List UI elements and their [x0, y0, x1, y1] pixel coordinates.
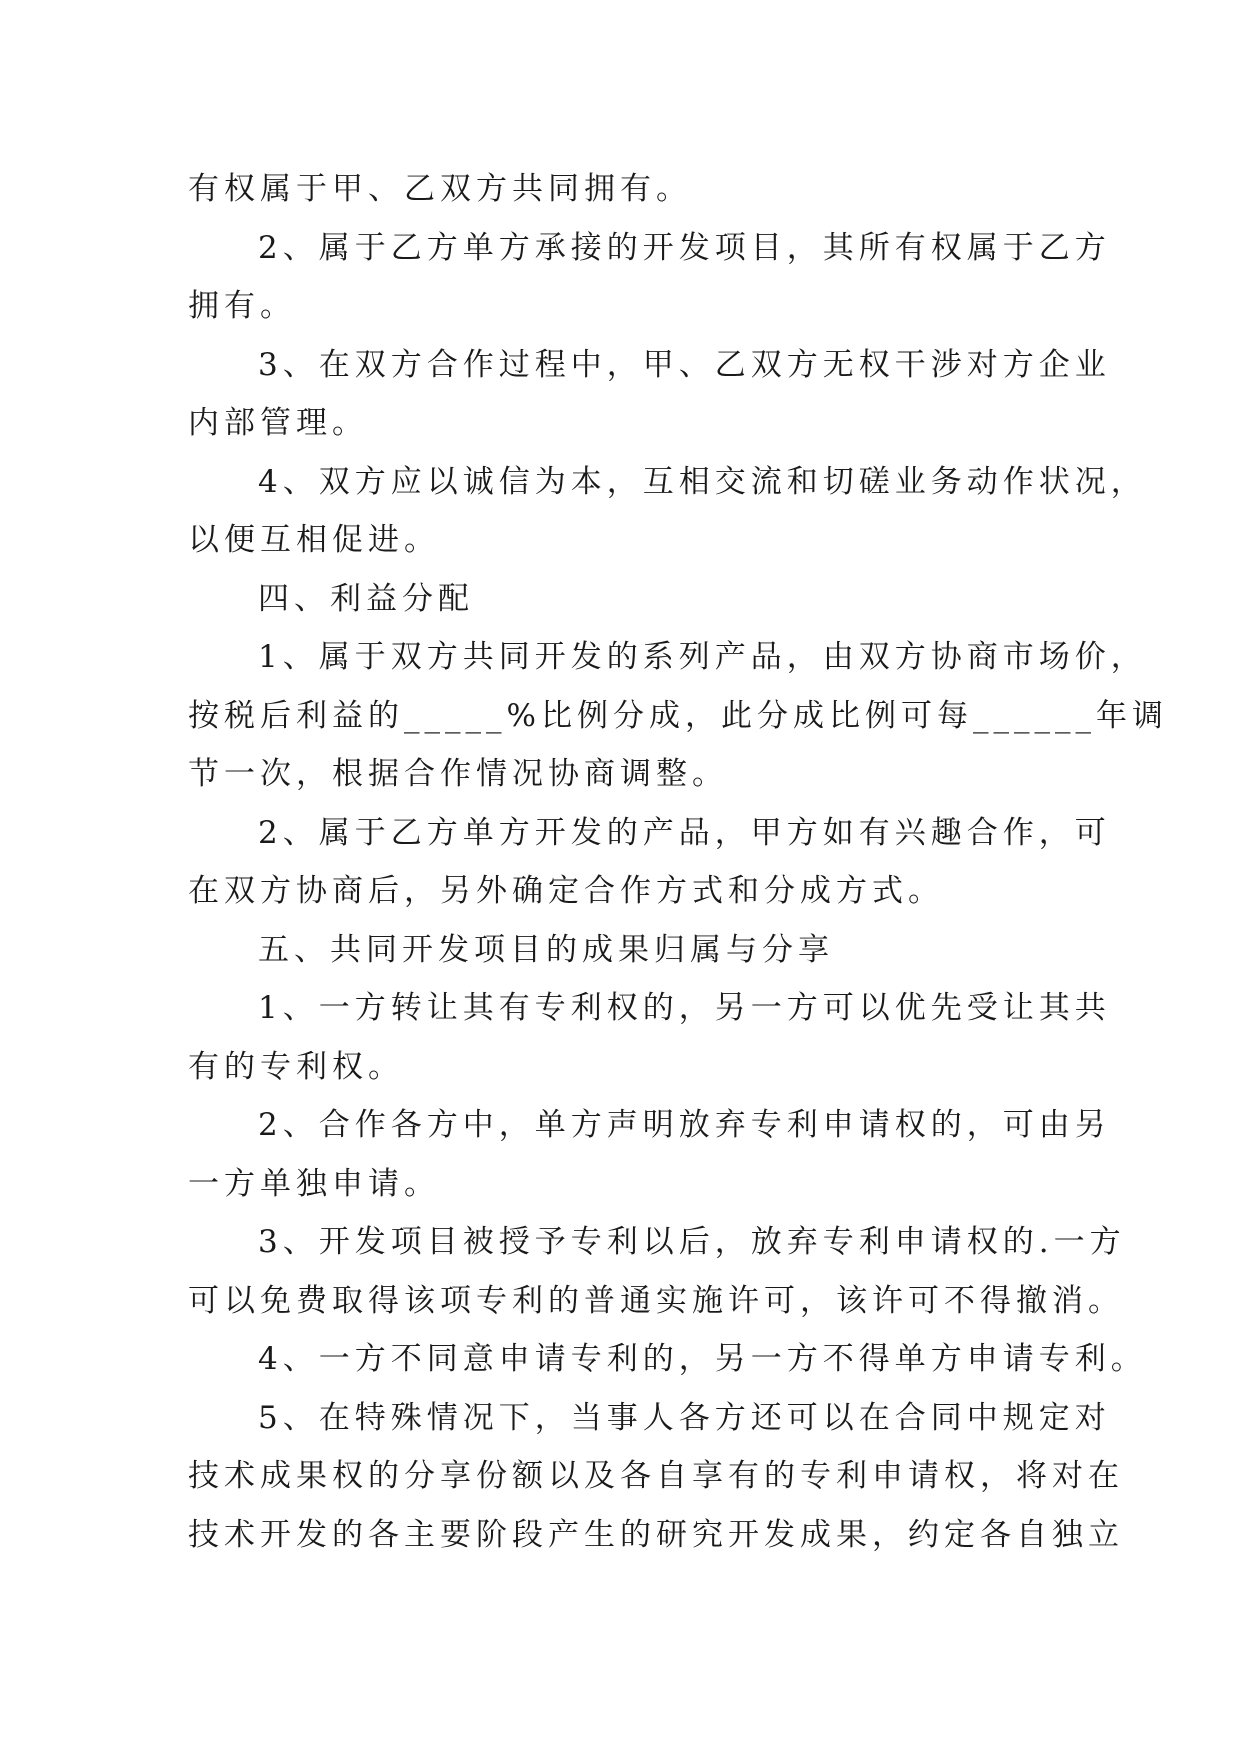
- text-line: 2、属于乙方单方开发的产品，甲方如有兴趣合作，可: [258, 814, 1111, 851]
- text-line: 3、开发项目被授予专利以后，放弃专利申请权的.一方: [258, 1224, 1126, 1260]
- text-line: 4、双方应以诚信为本，互相交流和切磋业务动作状况，: [258, 463, 1147, 500]
- text-line: 有权属于甲、乙双方共同拥有。: [188, 171, 692, 207]
- text-line: 内部管理。: [188, 405, 368, 441]
- text-line: 2、属于乙方单方承接的开发项目，其所有权属于乙方: [258, 229, 1111, 266]
- text-line: 1、一方转让其有专利权的，另一方可以优先受让其共: [258, 990, 1111, 1026]
- text-line: 技术成果权的分享份额以及各自享有的专利申请权，将对在: [188, 1458, 1124, 1494]
- text-line: 3、在双方合作过程中，甲、乙双方无权干涉对方企业: [258, 346, 1111, 383]
- text-line: 在双方协商后，另外确定合作方式和分成方式。: [188, 873, 944, 909]
- document-body: [188, 160, 1168, 1564]
- text-line: 一方单独申请。: [188, 1165, 440, 1202]
- text-line: 2、合作各方中，单方声明放弃专利申请权的，可由另: [258, 1107, 1111, 1143]
- section-heading: 五、共同开发项目的成果归属与分享: [258, 931, 834, 968]
- text-line: 节一次，根据合作情况协商调整。: [188, 756, 728, 792]
- text-line: 以便互相促进。: [188, 522, 440, 558]
- text-line: 按税后利益的_____%比例分成，此分成比例可每______年调: [188, 697, 1168, 734]
- text-line: 拥有。: [188, 288, 296, 324]
- text-line: 有的专利权。: [188, 1048, 404, 1085]
- text-line: 可以免费取得该项专利的普通实施许可，该许可不得撤消。: [188, 1282, 1124, 1319]
- text-line: 技术开发的各主要阶段产生的研究开发成果，约定各自独立: [188, 1516, 1124, 1553]
- text-line: 1、属于双方共同开发的系列产品，由双方协商市场价，: [258, 639, 1147, 675]
- section-heading: 四、利益分配: [258, 580, 474, 617]
- text-line: 5、在特殊情况下，当事人各方还可以在合同中规定对: [258, 1399, 1111, 1436]
- text-line: 4、一方不同意申请专利的，另一方不得单方申请专利。: [258, 1341, 1147, 1377]
